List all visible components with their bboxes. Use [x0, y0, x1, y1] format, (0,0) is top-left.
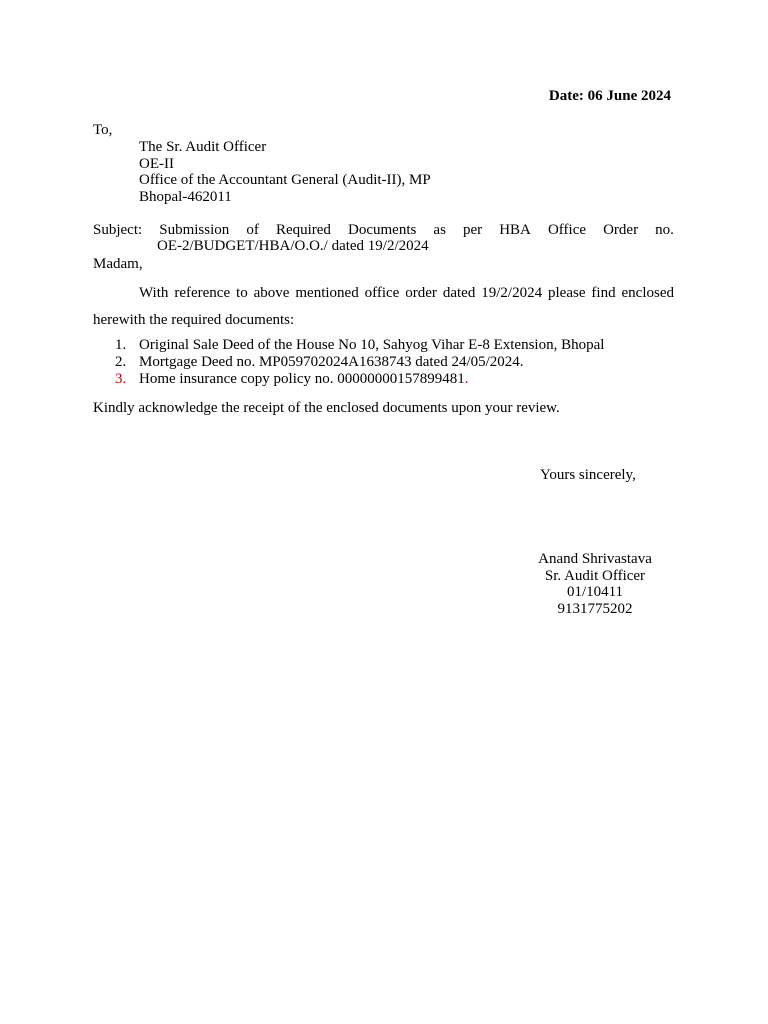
recipient-to: To, — [93, 122, 113, 138]
subject-word: as — [433, 222, 446, 238]
subject-word: Required — [275, 222, 331, 238]
address-line: Office of the Accountant General (Audit-II), MP — [139, 172, 431, 188]
list-number: 3. — [115, 371, 127, 387]
body-paragraph — [93, 280, 674, 334]
list-text-main: Home insurance copy policy no. 00000000157899481 — [139, 371, 465, 387]
subject-word: of — [246, 222, 259, 238]
signature-block — [520, 551, 670, 617]
address-line: Bhopal-462011 — [139, 188, 232, 205]
list-text — [139, 371, 469, 388]
letter-date: Date: 06 June 2024 — [548, 88, 671, 104]
subject-block — [93, 222, 674, 255]
documents-list — [115, 337, 604, 388]
list-number: 2. — [115, 354, 127, 370]
list-item — [115, 337, 604, 354]
subject-word: per — [462, 222, 483, 238]
list-number: 1. — [115, 337, 127, 353]
subject-word: Order — [603, 222, 639, 238]
list-item — [115, 371, 604, 388]
recipient-address — [139, 139, 431, 205]
subject-line-1 — [93, 222, 674, 238]
list-text: Original Sale Deed of the House No 10, Sahyog Vihar E-8 Extension, Bhopal — [139, 337, 605, 353]
signature-id: 01/10411 — [566, 584, 624, 600]
subject-word: Office — [547, 222, 587, 238]
list-text-suffix: . — [464, 371, 469, 387]
signature-phone: 9131775202 — [557, 600, 633, 617]
address-line: OE-II — [139, 155, 174, 172]
signature-name: Anand Shrivastava — [538, 551, 652, 567]
list-text: Mortgage Deed no. MP059702024A1638743 dated 24/05/2024. — [139, 354, 524, 370]
body-line-2: herewith the required documents: — [93, 312, 295, 328]
subject-word: Subject: — [93, 222, 143, 238]
acknowledge-request: Kindly acknowledge the receipt of the enclosed documents upon your review. — [93, 400, 560, 416]
closing-salutation: Yours sincerely, — [540, 467, 636, 483]
subject-word: HBA — [499, 222, 531, 238]
salutation: Madam, — [93, 256, 143, 272]
subject-word: Submission — [159, 222, 230, 238]
subject-line-2: OE-2/BUDGET/HBA/O.O./ dated 19/2/2024 — [157, 238, 429, 254]
address-line: The Sr. Audit Officer — [139, 139, 267, 155]
body-line-1: With reference to above mentioned office order dated 19/2/2024 please find enclosed — [139, 285, 674, 301]
list-item — [115, 354, 604, 371]
subject-word: no. — [655, 222, 674, 238]
signature-title: Sr. Audit Officer — [544, 567, 646, 584]
subject-word: Documents — [348, 222, 417, 238]
